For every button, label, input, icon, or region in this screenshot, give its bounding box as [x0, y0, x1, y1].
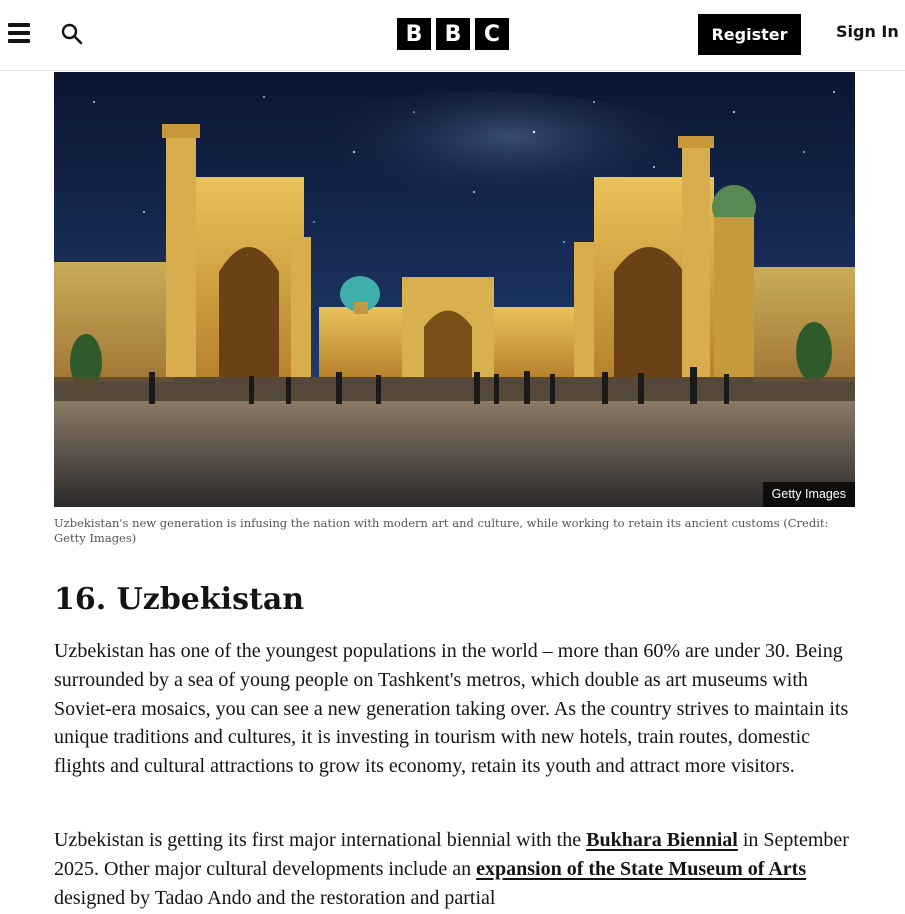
bukhara-biennial-link[interactable]: Bukhara Biennial	[586, 829, 738, 851]
sign-in-link[interactable]: Sign In	[836, 22, 899, 41]
article-paragraph: Uzbekistan has one of the youngest populations in the world – more than 60% are under 30. Being surrounded by a sea of young people on Tashkent's metros, which double as art museums with Soviet-era mosaics, you can see a new generation taking over. As the country strives to maintain its unique traditions and cultures, it is investing in tourism with new hotels, train routes, domestic flights and cultural attractions to grow its economy, retain its youth and attract more visitors.	[54, 640, 849, 778]
logo-letter: B	[436, 18, 470, 50]
image-caption: Uzbekistan's new generation is infusing the nation with modern art and culture, while working to retain its ancient customs (Credit: Getty Images)	[54, 516, 829, 545]
article-paragraph	[54, 826, 859, 912]
logo-letter: C	[475, 18, 509, 50]
bbc-logo[interactable]	[397, 18, 509, 50]
logo-letter: B	[397, 18, 431, 50]
paragraph-text: in September 2025. Other major cultural developments include an	[54, 829, 849, 880]
search-icon[interactable]	[61, 23, 83, 45]
register-button[interactable]: Register	[698, 14, 801, 55]
paragraph-text: designed by Tadao Ando and the restoration and partial	[54, 886, 496, 909]
site-header	[0, 0, 905, 71]
paragraph-text: Uzbekistan is getting its first major international biennial with the	[54, 829, 587, 851]
section-heading: 16. Uzbekistan	[54, 582, 305, 617]
hero-image	[54, 72, 855, 507]
registan-night-illustration	[54, 72, 855, 507]
state-museum-expansion-link[interactable]: expansion of the State Museum of Arts	[476, 857, 807, 880]
image-credit-badge: Getty Images	[763, 482, 855, 507]
hamburger-menu-icon[interactable]	[8, 23, 30, 43]
